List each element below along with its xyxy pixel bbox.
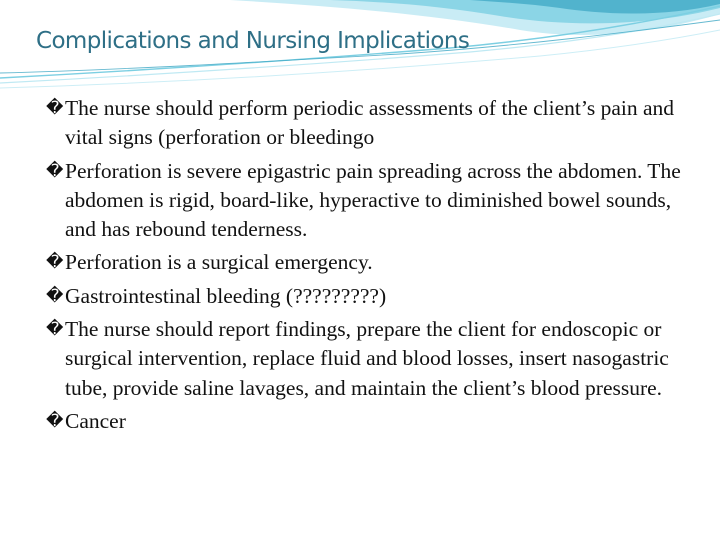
bullet-marker-icon: �	[46, 410, 64, 431]
bullet-text: Cancer	[65, 408, 126, 433]
bullet-marker-icon: �	[46, 160, 64, 181]
bullet-text: Perforation is severe epigastric pain spreading across the abdomen. The abdomen is rigid, board-like, hyperactive to diminished bowel sounds, and has rebound tenderness.	[65, 158, 681, 242]
bullet-item	[46, 315, 690, 403]
bullet-item	[46, 407, 690, 436]
slide-title: Complications and Nursing Implications	[36, 28, 470, 54]
bullet-marker-icon: �	[46, 252, 64, 273]
bullet-text: The nurse should report findings, prepare the client for endoscopic or surgical intervention, replace fluid and blood losses, insert nasogastric tube, provide saline lavages, and maintain the client’s blood pressure.	[65, 317, 669, 400]
bullet-item	[46, 248, 690, 277]
bullet-item	[46, 282, 690, 311]
bullet-marker-icon: �	[46, 98, 64, 118]
bullet-text: The nurse should perform periodic assessments of the client’s pain and vital signs (perforation or bleedingo	[65, 96, 675, 150]
bullet-item	[46, 94, 690, 153]
bullet-list	[46, 94, 690, 440]
bullet-marker-icon: �	[46, 319, 64, 340]
bullet-text: Gastrointestinal bleeding (?????????)	[65, 283, 387, 308]
bullet-text: Perforation is a surgical emergency.	[65, 250, 373, 275]
bullet-marker-icon: �	[46, 285, 64, 306]
bullet-item	[46, 157, 690, 245]
